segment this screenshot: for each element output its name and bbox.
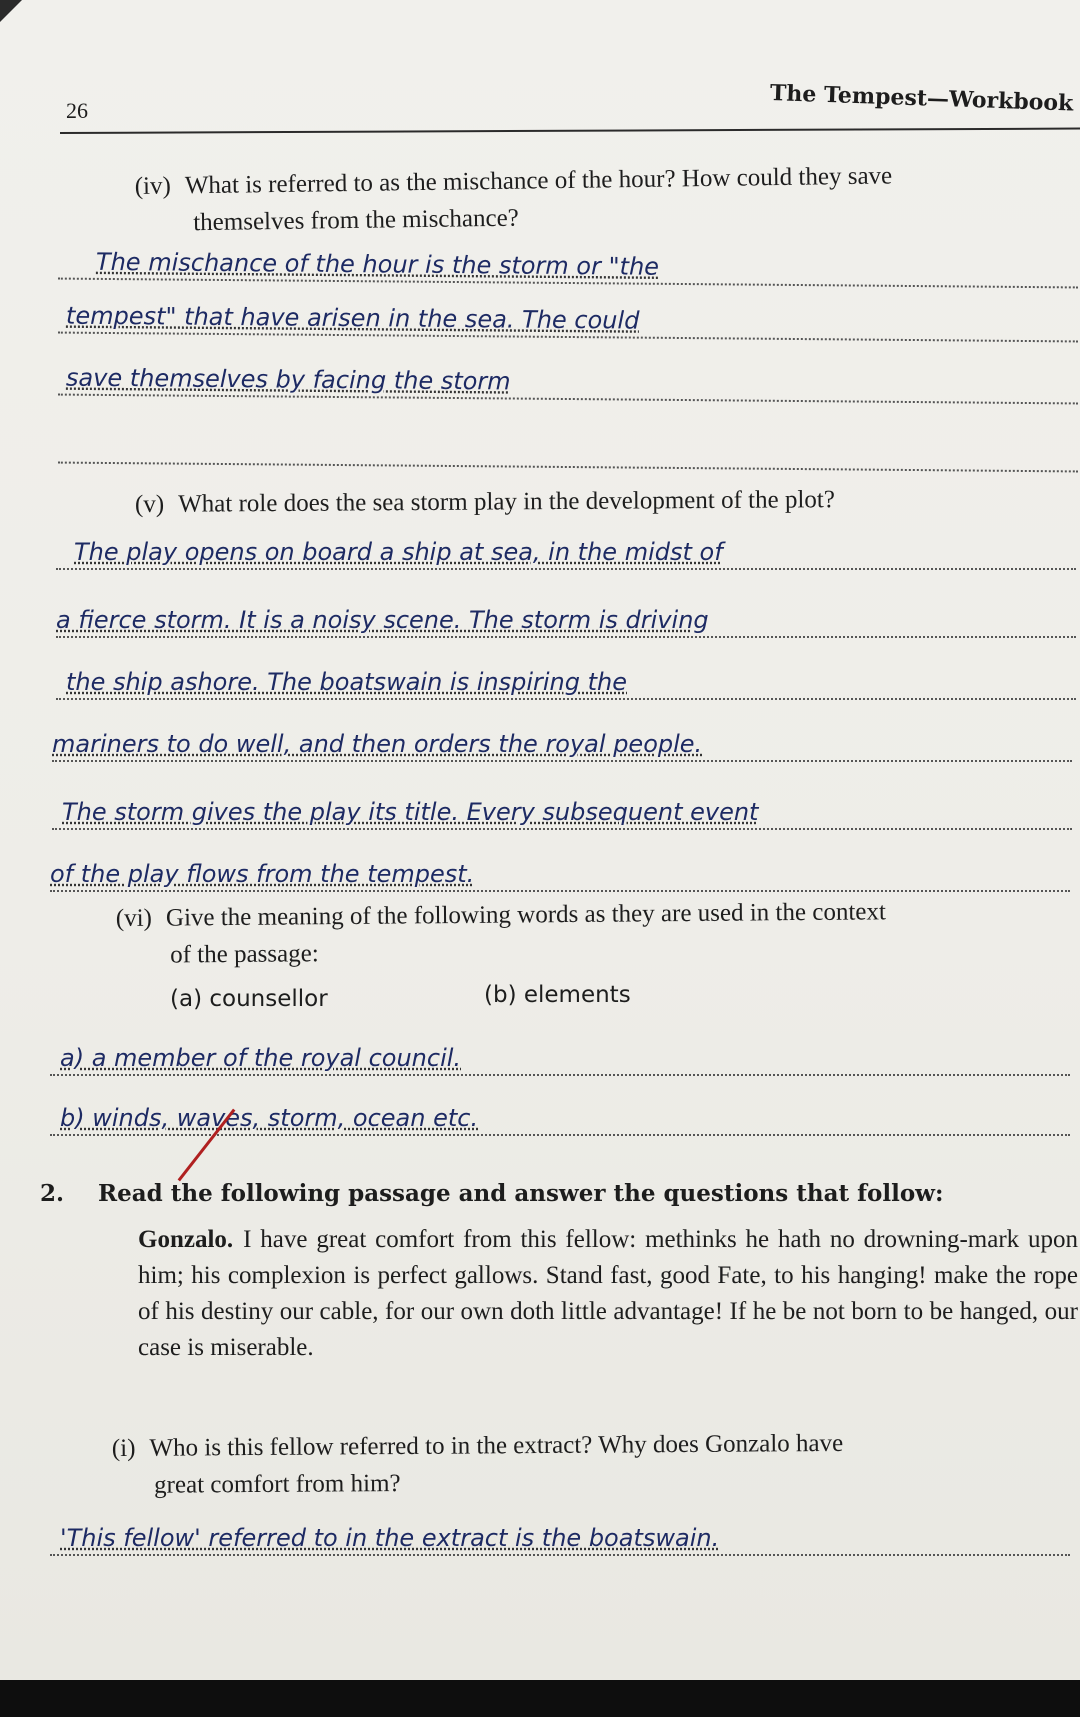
section-2-heading xyxy=(40,1180,943,1207)
handwritten-answer: b) winds, waves, storm, ocean etc. xyxy=(60,1104,479,1132)
answer-line xyxy=(56,530,1076,570)
answer-line xyxy=(58,424,1078,473)
answer-line xyxy=(56,660,1076,700)
question-v xyxy=(135,481,835,523)
answer-line xyxy=(50,1096,1070,1136)
dotted-rule xyxy=(52,828,1072,830)
answer-line xyxy=(58,356,1078,405)
answer-line xyxy=(58,240,1078,289)
option-a: (a) counsellor xyxy=(170,986,328,1012)
question-text: Give the meaning of the following words as they are used in the context xyxy=(165,898,886,932)
handwritten-answer: The mischance of the hour is the storm or "the xyxy=(95,247,660,281)
question-text-continued: of the passage: xyxy=(170,940,319,969)
question-iv xyxy=(134,157,892,242)
dotted-rule xyxy=(56,568,1076,570)
dotted-rule xyxy=(56,636,1076,638)
question-2-i xyxy=(112,1425,844,1504)
answer-line xyxy=(58,294,1078,343)
handwritten-answer: The storm gives the play its title. Every subsequent event xyxy=(62,798,759,826)
running-head: The Tempest—Workbook xyxy=(769,80,1074,117)
section-instruction: Read the following passage and answer the questions that follow: xyxy=(98,1180,944,1207)
question-number: (vi) xyxy=(115,904,153,933)
dotted-rule xyxy=(52,760,1072,762)
handwritten-answer: the ship ashore. The boatswain is inspiring the xyxy=(66,668,627,696)
question-text: Who is this fellow referred to in the extract? Why does Gonzalo have xyxy=(149,1429,844,1462)
question-number: (iv) xyxy=(134,172,172,201)
dotted-rule xyxy=(56,698,1076,700)
answer-line xyxy=(50,1036,1070,1076)
dotted-rule xyxy=(50,890,1070,892)
handwritten-answer: The play opens on board a ship at sea, in the midst of xyxy=(74,538,723,566)
answer-line xyxy=(50,852,1070,892)
question-text: What is referred to as the mischance of the hour? How could they save xyxy=(184,162,893,200)
page-number: 26 xyxy=(66,98,88,123)
question-text: What role does the sea storm play in the development of the plot? xyxy=(178,486,835,518)
handwritten-answer: tempest" that have arisen in the sea. The could xyxy=(65,301,640,335)
dotted-rule xyxy=(50,1554,1070,1556)
handwritten-answer: a fierce storm. It is a noisy scene. The storm is driving xyxy=(56,606,709,634)
passage-text: I have great comfort from this fellow: methinks he hath no drowning-mark upon him; his complexion is perfect gallows. Stand fast, good Fate, to his hanging! make the rope of his destiny our cable, for our own doth little advantage! If he be not born to be hanged, our case is miserable. xyxy=(138,1226,1078,1361)
option-b: (b) elements xyxy=(484,982,631,1008)
answer-line xyxy=(52,722,1072,762)
dotted-rule xyxy=(58,394,1078,405)
answer-line xyxy=(50,1516,1070,1556)
question-vi xyxy=(116,893,887,974)
dotted-rule xyxy=(50,1134,1070,1136)
section-number: 2. xyxy=(40,1180,65,1207)
handwritten-answer: of the play flows from the tempest. xyxy=(50,860,475,888)
question-number: (v) xyxy=(134,490,165,518)
question-text-continued: themselves from the mischance? xyxy=(193,204,519,237)
question-text-continued: great comfort from him? xyxy=(154,1469,401,1499)
question-number: (i) xyxy=(111,1434,136,1463)
handwritten-answer: mariners to do well, and then orders the royal people. xyxy=(52,730,703,758)
handwritten-answer: 'This fellow' referred to in the extract is the boatswain. xyxy=(60,1524,720,1552)
page-corner-shadow xyxy=(0,0,22,22)
speaker-name: Gonzalo. xyxy=(138,1226,234,1253)
answer-line xyxy=(56,598,1076,638)
handwritten-answer: a) a member of the royal council. xyxy=(60,1044,462,1072)
dotted-rule xyxy=(50,1074,1070,1076)
bottom-shadow-bar xyxy=(0,1680,1080,1717)
handwritten-answer: save themselves by facing the storm xyxy=(65,363,511,396)
dotted-rule xyxy=(58,462,1078,473)
answer-line xyxy=(52,790,1072,830)
passage-extract xyxy=(138,1222,1078,1366)
header-rule xyxy=(60,128,1080,134)
